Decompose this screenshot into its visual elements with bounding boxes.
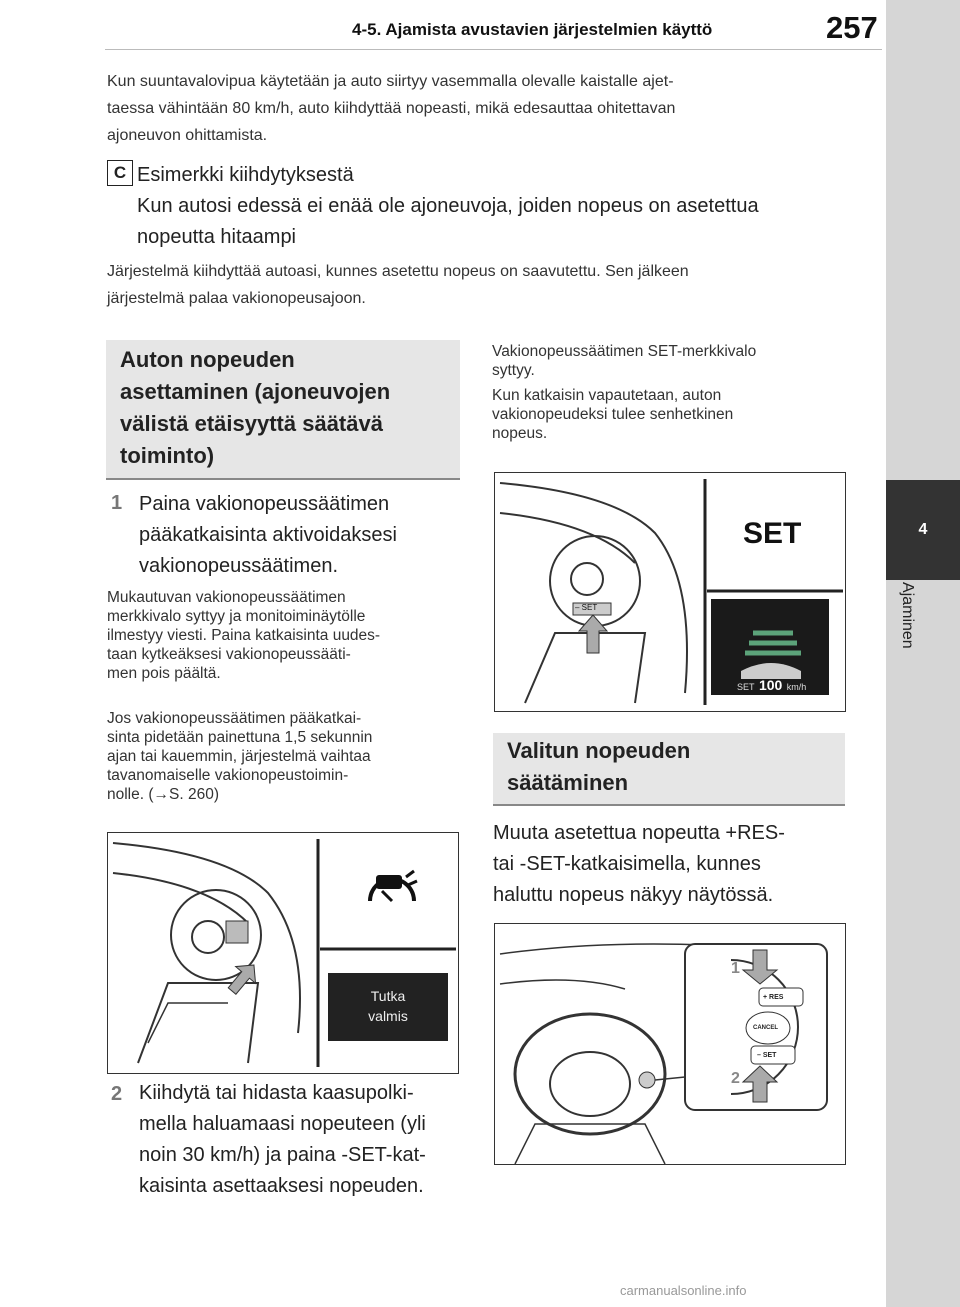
step1-note1 [107,588,462,683]
note-line: Vakionopeussäätimen SET-merkkivalo [492,343,757,360]
body-line: tai -SET-katkaisimella, kunnes [493,853,761,875]
note-line: ajan tai kauemmin, järjestelmä vaihtaa [107,748,371,765]
step-line: noin 30 km/h) ja paina -SET-kat- [139,1144,426,1166]
section-title-line: välistä etäisyyttä säätävä [120,411,383,436]
intro-line: Kun suuntavalovipua käytetään ja auto siirtyy vasemmalla olevalle kaistalle ajet- [107,73,674,90]
note-line: Kun katkaisin vapautetaan, auton [492,387,722,404]
example-note [107,258,877,312]
set-indicator: SET [743,517,802,550]
intro-paragraph [107,68,877,149]
note-line: taan kytkeäksesi vakionopeussääti- [107,646,351,663]
callout-1: 1 [731,960,740,977]
note-line: tavanomaiselle vakionopeustoimin- [107,767,349,784]
example-note-line: Järjestelmä kiihdyttää autoasi, kunnes asetettu nopeus on saavutettu. Sen jälkeen [107,263,689,280]
figure-set-switch [494,472,846,712]
section-title-box [493,733,845,806]
note-line: sinta pidetään painettuna 1,5 sekunnin [107,729,373,746]
note-line: syttyy. [492,362,535,379]
step-line: kaisinta asettaaksesi nopeuden. [139,1175,424,1197]
note-line: nopeus. [492,425,548,442]
step2-text [139,1078,469,1202]
example-line: Kun autosi edessä ei enää ole ajoneuvoja, joiden nopeus on asetettua [137,195,759,217]
display-line: Tutka [370,988,406,1004]
example-line: nopeutta hitaampi [137,226,297,248]
header-divider [105,49,882,50]
adjust-speed-text [493,818,853,911]
example-note-line: järjestelmä palaa vakionopeusajoon. [107,290,366,307]
step1-note2 [107,709,462,804]
step-number: 2 [111,1083,123,1105]
cluster-prefix: SET [737,682,755,692]
note-line: ilmestyy viesti. Paina katkaisinta uudes- [107,627,381,644]
section-title-line: säätäminen [507,770,629,795]
note-line: merkkivalo syttyy ja monitoiminäytölle [107,608,366,625]
section-title-line: asettaminen (ajoneuvojen [120,379,391,404]
intro-line: taessa vähintään 80 km/h, auto kiihdyttää nopeasti, mikä edesauttaa ohitettavan [107,100,676,117]
figure-steering-switch-main [107,832,459,1074]
cancel-label: CANCEL [753,1025,778,1031]
step-line: mella haluamaasi nopeuteen (yli [139,1113,426,1135]
example-text [137,160,857,253]
step-line: vakionopeussäätimen. [139,555,339,577]
cluster-speed [737,677,806,695]
body-line: haluttu nopeus näkyy näytössä. [493,884,774,906]
note-line: vakionopeudeksi tulee senhetkinen [492,406,734,423]
res-label: + RES [763,994,784,1001]
section-title-box [106,340,460,480]
example-marker: C [107,160,133,186]
page-number: 257 [826,10,878,45]
watermark: carmanualsonline.info [620,1283,747,1298]
side-tab-bottom [886,580,960,1307]
cluster-unit: km/h [786,682,807,692]
dashboard-illustration [495,924,845,1164]
section-title-line: Valitun nopeuden [507,738,691,763]
chapter-tab: 4 [886,480,960,580]
section-header: 4-5. Ajamista avustavien järjestelmien käyttö [352,20,713,39]
set-label: – SET [757,1052,777,1059]
display-line: valmis [368,1008,408,1024]
section-title-line: toiminto) [120,443,215,468]
step-line: Paina vakionopeussäätimen [139,493,390,515]
note-line: nolle. (→S. 260) [107,786,219,803]
note-line: Jos vakionopeussäätimen pääkatkai- [107,710,362,727]
callout-2: 2 [731,1070,740,1087]
step1-text [139,489,459,582]
right-note [492,342,862,443]
steering-illustration [495,473,845,711]
step-line: pääkatkaisinta aktivoidaksesi [139,524,397,546]
switch-label: – SET [575,603,598,612]
figure-res-set-switch [494,923,846,1165]
step-line: Kiihdytä tai hidasta kaasupolki- [139,1082,414,1104]
chapter-label: Ajaminen [899,582,916,649]
step-number: 1 [111,492,123,514]
radar-cruise-icon [370,871,417,901]
cluster-speed-value: 100 [758,677,783,693]
note-line: men pois päältä. [107,665,221,682]
intro-line: ajoneuvon ohittamista. [107,127,268,144]
multi-info-display [328,973,448,1041]
body-line: Muuta asetettua nopeutta +RES- [493,822,785,844]
side-tab-top [886,0,960,480]
note-line: Mukautuvan vakionopeussäätimen [107,589,346,606]
section-title-line: Auton nopeuden [120,347,295,372]
example-heading: Esimerkki kiihdytyksestä [137,164,354,186]
